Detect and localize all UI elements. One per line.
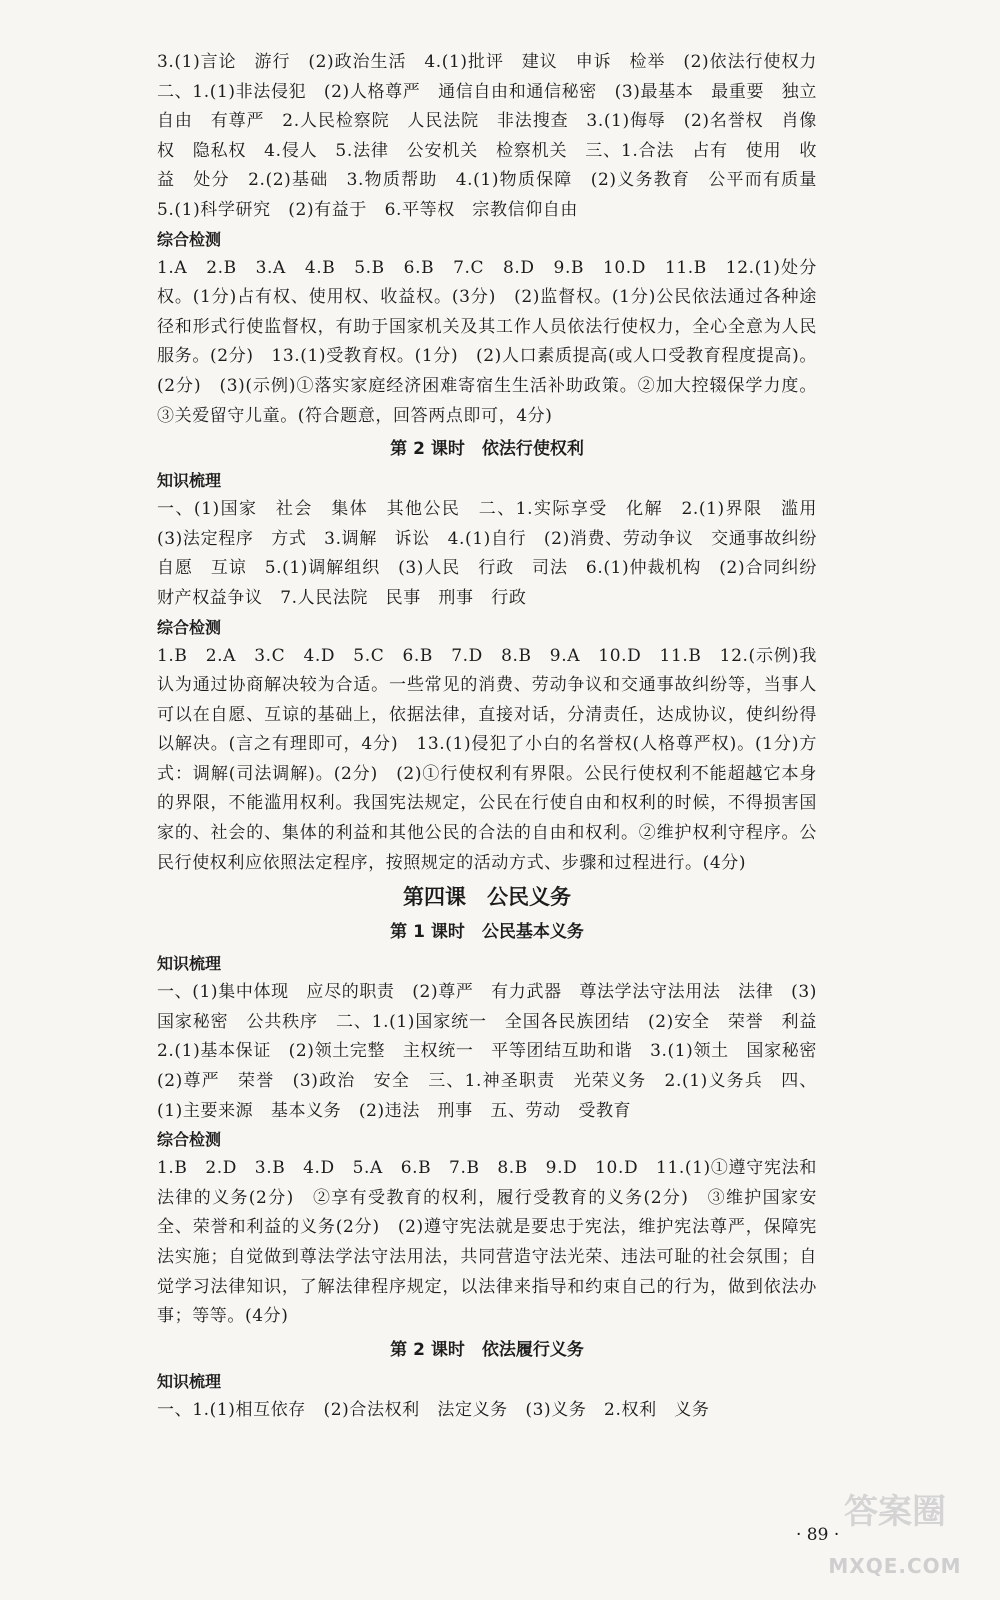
lesson-heading: 第 2 课时 依法行使权利 <box>390 439 584 460</box>
section-heading: 综合检测 <box>157 229 222 249</box>
section-heading: 知识梳理 <box>157 954 222 974</box>
answer-paragraph: 一、(1)国家 社会 集体 其他公民 二、1.实际享受 化解 2.(1)界限 滥用 (3)法定程序 方式 3.调解 诉讼 4.(1)自行 (2)消费、劳动争议 交通事故纠纷 自愿 互谅 5.(1)调解组织 (3)人民 行政 司法 6.(1)仲裁机构 (2)合同纠纷 财产权益争议 7.人民法院 民事 刑事 行政 <box>157 499 835 608</box>
watermark-title: 答案圈 <box>844 1492 946 1532</box>
unit-heading: 第四课 公民义务 <box>403 885 571 910</box>
section-heading: 知识梳理 <box>157 1371 222 1391</box>
section-heading: 综合检测 <box>157 617 222 637</box>
answer-paragraph: 1.B 2.A 3.C 4.D 5.C 6.B 7.D 8.B 9.A 10.D 11.B 12.(示例)我认为通过协商解决较为合适。一些常见的消费、劳动争议和交通事故纠纷等，当事人可以在自愿、互谅的基础上，依据法律，直接对话，分清责任，达成协议，使纠纷得以解决。(言之有理即可，4分) 13.(1)侵犯了小白的名誉权(人格尊严权)。(1分)方式：调解(司法调解)。(2分) (2)①行使权利有界限。公民行使权利不能超越它本身的界限，不能滥用权利。我国宪法规定，公民在行使自由和权利的时候，不得损害国家的、社会的、集体的利益和其他公民的合法的自由和权利。②维护权利守程序。公民行使权利应依照法定程序，按照规定的活动方式、步骤和过程进行。(4分) <box>157 645 817 873</box>
section-heading: 综合检测 <box>157 1130 222 1150</box>
answer-paragraph: 一、1.(1)相互依存 (2)合法权利 法定义务 (3)义务 2.权利 义务 <box>157 1399 710 1420</box>
lesson-heading: 第 1 课时 公民基本义务 <box>390 922 584 943</box>
watermark-logo <box>820 1492 970 1592</box>
answer-paragraph: 一、(1)集中体现 应尽的职责 (2)尊严 有力武器 尊法学法守法用法 法律 (3)国家秘密 公共秩序 二、1.(1)国家统一 全国各民族团结 (2)安全 荣誉 利益 2.(1)基本保证 (2)领土完整 主权统一 平等团结互助和谐 3.(1)领土 国家秘密 (2)尊严 荣誉 (3)政治 安全 三、1.神圣职责 光荣义务 2.(1)义务兵 四、(1)主要来源 基本义务 (2)违法 刑事 五、劳动 受教育 <box>157 982 835 1121</box>
page-content <box>157 48 835 1425</box>
answer-paragraph: 1.B 2.D 3.B 4.D 5.A 6.B 7.B 8.B 9.D 10.D 11.(1)①遵守宪法和法律的义务(2分) ②享有受教育的权利，履行受教育的义务(2分) ③维护国家安全、荣誉和利益的义务(2分) (2)遵守宪法就是要忠于宪法，维护宪法尊严，保障宪法实施；自觉做到尊法学法守法用法，共同营造守法光荣、违法可耻的社会氛围；自觉学习法律知识，了解法律程序规定，以法律来指导和约束自己的行为，做到依法办事；等等。(4分) <box>157 1158 817 1327</box>
watermark-url: MXQE.COM <box>828 1554 962 1578</box>
lesson-heading: 第 2 课时 依法履行义务 <box>390 1339 584 1360</box>
page-number: · 89 · <box>796 1525 840 1545</box>
answer-paragraph: 3.(1)言论 游行 (2)政治生活 4.(1)批评 建议 申诉 检举 (2)依法行使权力 二、1.(1)非法侵犯 (2)人格尊严 通信自由和通信秘密 (3)最基本 最重要 独立 自由 有尊严 2.人民检察院 人民法院 非法搜查 3.(1)侮辱 (2)名誉权 肖像权 隐私权 4.侵人 5.法律 公安机关 检察机关 三、1.合法 占有 使用 收益 处分 2.(2)基础 3.物质帮助 4.(1)物质保障 (2)义务教育 公平而有质量 5.(1)科学研究 (2)有益于 6.平等权 宗教信仰自由 <box>157 52 835 220</box>
section-heading: 知识梳理 <box>157 471 222 491</box>
answer-paragraph: 1.A 2.B 3.A 4.B 5.B 6.B 7.C 8.D 9.B 10.D 11.B 12.(1)处分权。(1分)占有权、使用权、收益权。(3分) (2)监督权。(1分)公民依法通过各种途径和形式行使监督权，有助于国家机关及其工作人员依法行使权力，全心全意为人民服务。(2分) 13.(1)受教育权。(1分) (2)人口素质提高(或人口受教育程度提高)。(2分) (3)(示例)①落实家庭经济困难寄宿生生活补助政策。②加大控辍保学力度。③关爱留守儿童。(符合题意，回答两点即可，4分) <box>157 257 817 426</box>
